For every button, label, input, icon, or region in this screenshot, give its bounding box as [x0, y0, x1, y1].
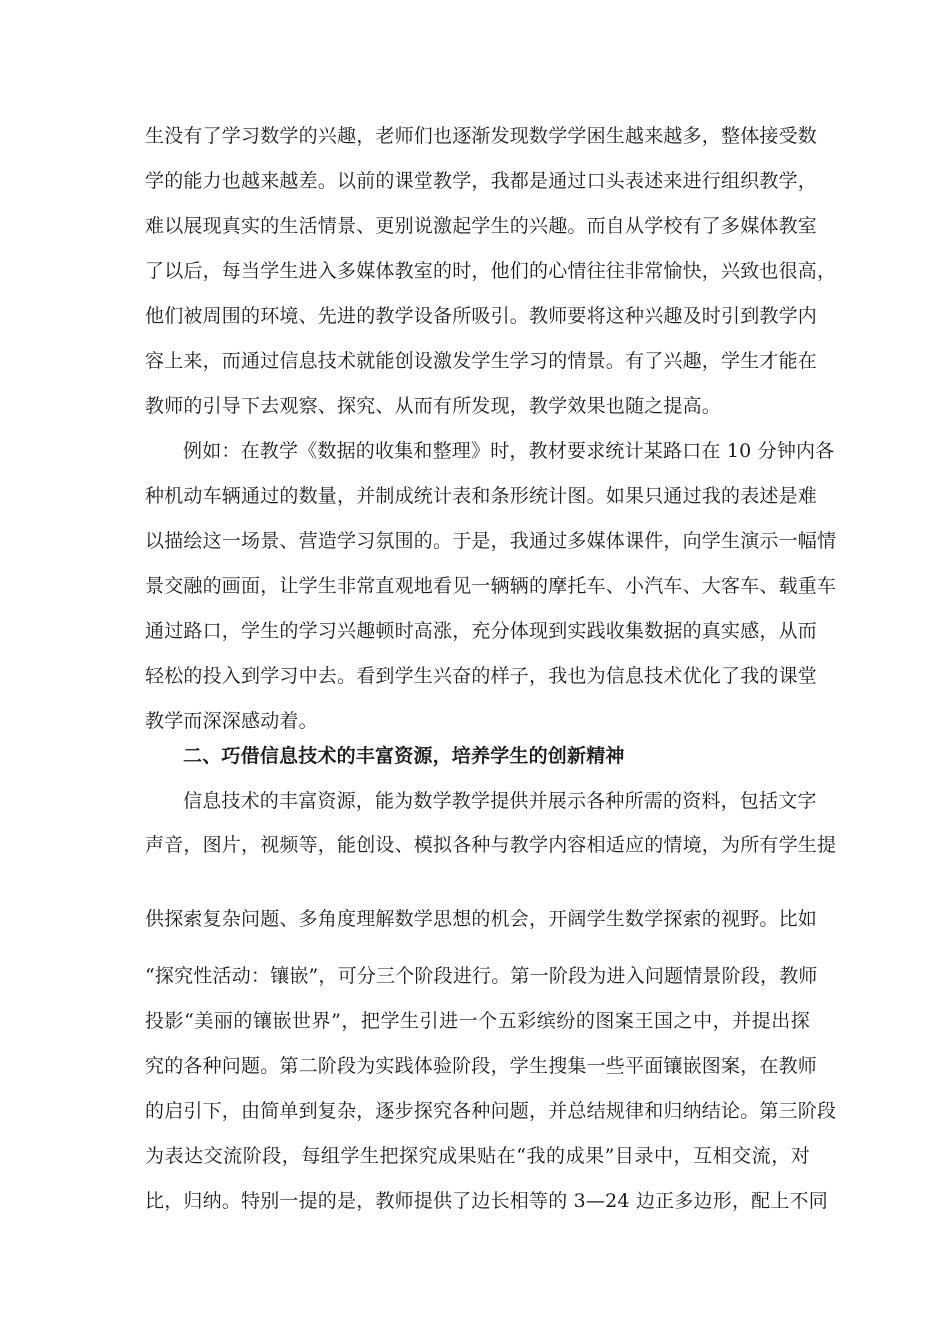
- text-line: 供探索复杂问题、多角度理解数学思想的机会，开阔学生数学探索的视野。比如: [145, 908, 818, 930]
- text-line: 容上来，而通过信息技术就能创设激发学生学习的情景。有了兴趣，学生才能在: [145, 350, 818, 372]
- section-heading: 二、巧借信息技术的丰富资源，培养学生的创新精神: [183, 745, 625, 767]
- text-line: 教学而深深感动着。: [145, 710, 318, 732]
- text-line: 究的各种问题。第二阶段为实践体验阶段，学生搜集一些平面镶嵌图案，在教师: [145, 1055, 818, 1077]
- text-line: 声音，图片，视频等，能创设、模拟各种与教学内容相适应的情境，为所有学生提: [145, 834, 837, 856]
- text-line: 信息技术的丰富资源，能为数学教学提供并展示各种所需的资料，包括文字: [183, 790, 817, 812]
- text-line: 学的能力也越来越差。以前的课堂教学，我都是通过口头表述来进行组织教学，: [145, 170, 818, 192]
- text-line: 比，归纳。特别一提的是，教师提供了边长相等的 3—24 边正多边形，配上不同: [145, 1190, 828, 1212]
- text-line: 教师的引导下去观察、探究、从而有所发现，教学效果也随之提高。: [145, 395, 722, 417]
- text-line: 以描绘这一场景、营造学习氛围的。于是，我通过多媒体课件，向学生演示一幅情: [145, 530, 837, 552]
- text-line: 他们被周围的环境、先进的教学设备所吸引。教师要将这种兴趣及时引到教学内: [145, 305, 818, 327]
- text-line: 生没有了学习数学的兴趣，老师们也逐渐发现数学学困生越来越多，整体接受数: [145, 125, 818, 147]
- text-line: 投影“美丽的镶嵌世界”，把学生引进一个五彩缤纷的图案王国之中，并提出探: [145, 1010, 810, 1032]
- text-line: 了以后，每当学生进入多媒体教室的时，他们的心情往往非常愉快，兴致也很高，: [145, 260, 837, 282]
- text-line: 的启引下，由简单到复杂，逐步探究各种问题，并总结规律和归纳结论。第三阶段: [145, 1100, 837, 1122]
- text-line: 轻松的投入到学习中去。看到学生兴奋的样子，我也为信息技术优化了我的课堂: [145, 665, 818, 687]
- text-line: 种机动车辆通过的数量，并制成统计表和条形统计图。如果只通过我的表述是难: [145, 485, 818, 507]
- text-line: 通过路口，学生的学习兴趣顿时高涨，充分体现到实践收集数据的真实感，从而: [145, 620, 818, 642]
- text-line: “探究性活动：镶嵌”，可分三个阶段进行。第一阶段为进入问题情景阶段，教师: [145, 965, 818, 987]
- text-line: 景交融的画面，让学生非常直观地看见一辆辆的摩托车、小汽车、大客车、载重车: [145, 575, 837, 597]
- text-line: 为表达交流阶段，每组学生把探究成果贴在“我的成果”目录中，互相交流，对: [145, 1145, 810, 1167]
- text-line: 难以展现真实的生活情景、更别说激起学生的兴趣。而自从学校有了多媒体教室: [145, 215, 818, 237]
- text-line: 例如：在教学《数据的收集和整理》时，教材要求统计某路口在 10 分钟内各: [183, 440, 835, 462]
